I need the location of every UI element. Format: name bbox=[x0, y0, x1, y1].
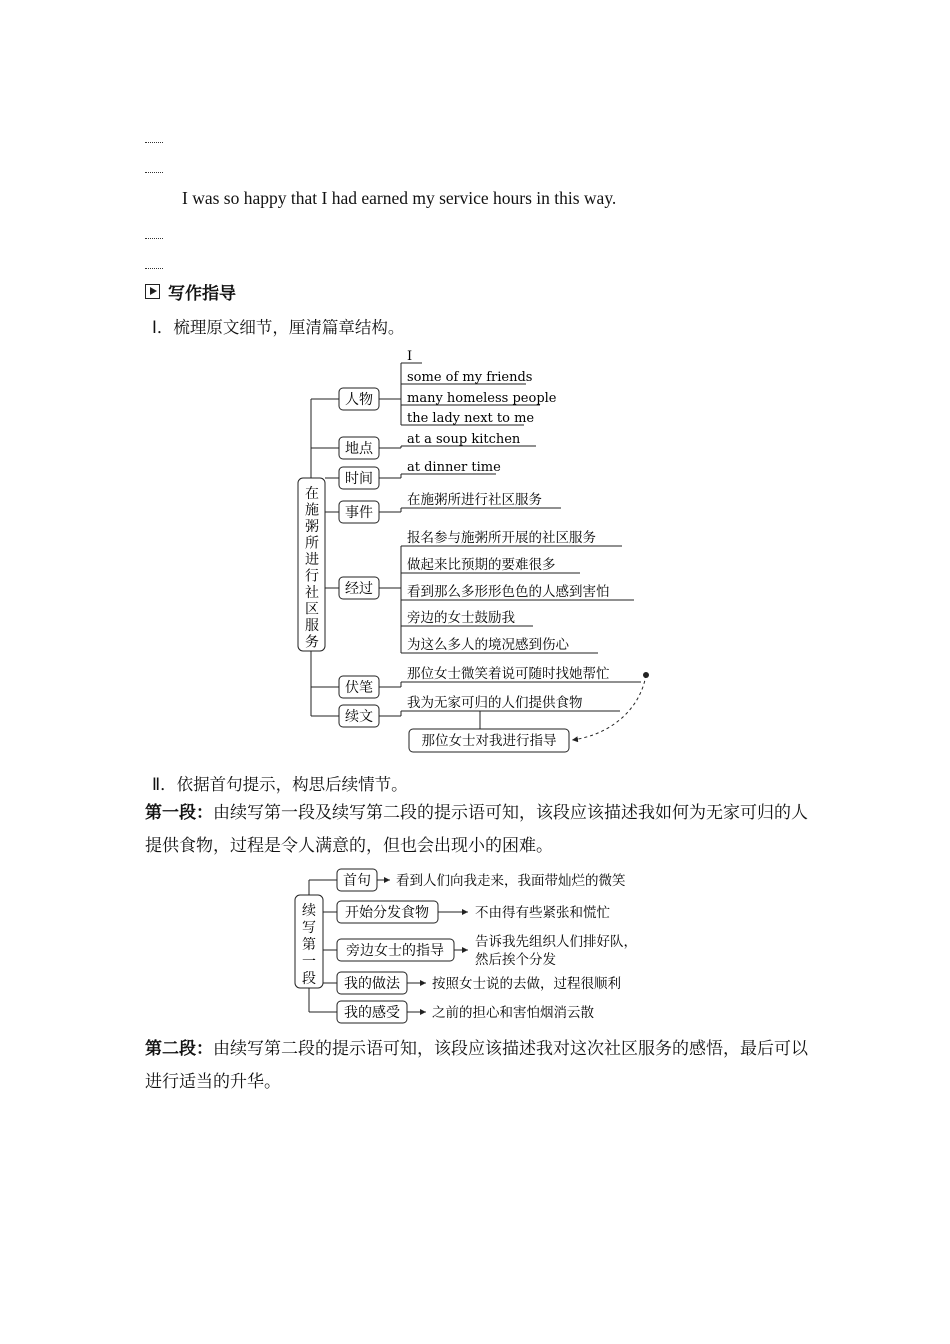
foreshadow-item: 那位女士微笑着说可随时找她帮忙 bbox=[407, 666, 610, 682]
paragraph-one-guide bbox=[145, 797, 815, 863]
process-item: 报名参与施粥所开展的社区服务 bbox=[407, 530, 596, 546]
people-item: the lady next to me bbox=[407, 411, 535, 426]
people-item: I bbox=[407, 349, 413, 364]
event-item: 在施粥所进行社区服务 bbox=[407, 492, 542, 508]
branch-label-time: 时间 bbox=[345, 471, 373, 487]
people-item: many homeless people bbox=[407, 391, 557, 406]
branch-label-people: 人物 bbox=[345, 392, 373, 408]
people-item: some of my friends bbox=[407, 370, 533, 385]
row-result: 然后挨个分发 bbox=[475, 952, 556, 968]
connector-dot bbox=[643, 672, 649, 678]
linked-box-label: 那位女士对我进行指导 bbox=[421, 733, 557, 749]
branch-label-process: 经过 bbox=[345, 581, 373, 597]
section-title: 写作指导 bbox=[168, 284, 236, 304]
root-vertical-label: 在施粥所进行社区服务 bbox=[305, 486, 319, 651]
root-text-2 bbox=[302, 902, 316, 987]
paragraph-label: 第一段： bbox=[145, 803, 213, 823]
paragraph-two-guide bbox=[145, 1033, 815, 1099]
root-vertical-label: 续写第一段 bbox=[302, 903, 316, 987]
process-item: 看到那么多形形色色的人感到害怕 bbox=[407, 584, 610, 600]
process-item: 旁边的女士鼓励我 bbox=[407, 610, 515, 626]
row-label: 我的做法 bbox=[344, 976, 400, 992]
branch-label-event: 事件 bbox=[345, 505, 373, 521]
row-label: 我的感受 bbox=[344, 1005, 400, 1021]
branch-label-foreshadow: 伏笔 bbox=[345, 680, 373, 696]
continuation-item: 我为无家可归的人们提供食物 bbox=[407, 695, 583, 711]
row-result: 之前的担心和害怕烟消云散 bbox=[432, 1005, 594, 1021]
row-label: 旁边女士的指导 bbox=[346, 943, 444, 959]
row-result: 不由得有些紧张和慌忙 bbox=[475, 905, 610, 921]
paragraph-label: 第二段： bbox=[145, 1039, 213, 1059]
paragraph-text: 由续写第一段及续写第二段的提示语可知，该段应该描述我如何为无家可归的人提供食物，过程是令人满意的，但也会出现小的困难。 bbox=[145, 803, 808, 856]
row-label: 首句 bbox=[343, 873, 371, 889]
continuation-sentence: I was so happy that I had earned my service hours in this way. bbox=[182, 188, 617, 208]
root-text bbox=[305, 486, 319, 651]
row-result: 看到人们向我走来，我面带灿烂的微笑 bbox=[396, 873, 626, 889]
process-item: 为这么多人的境况感到伤心 bbox=[407, 637, 569, 653]
time-item: at dinner time bbox=[407, 460, 501, 475]
branch-label-place: 地点 bbox=[345, 441, 373, 457]
place-item: at a soup kitchen bbox=[407, 432, 521, 447]
branch-label-continuation: 续文 bbox=[345, 709, 373, 725]
heading-plot: Ⅱ．依据首句提示，构思后续情节。 bbox=[152, 775, 408, 794]
row-label: 开始分发食物 bbox=[345, 905, 429, 921]
paragraph-text: 由续写第二段的提示语可知，该段应该描述我对这次社区服务的感悟，最后可以进行适当的升华。 bbox=[145, 1039, 808, 1092]
process-item: 做起来比预期的要难很多 bbox=[407, 557, 556, 573]
heading-structure: Ⅰ．梳理原文细节，厘清篇章结构。 bbox=[152, 318, 405, 337]
row-result: 按照女士说的去做，过程很顺利 bbox=[432, 976, 621, 992]
row-result: 告诉我先组织人们排好队， bbox=[475, 934, 637, 950]
plot-diagram bbox=[0, 860, 950, 1030]
